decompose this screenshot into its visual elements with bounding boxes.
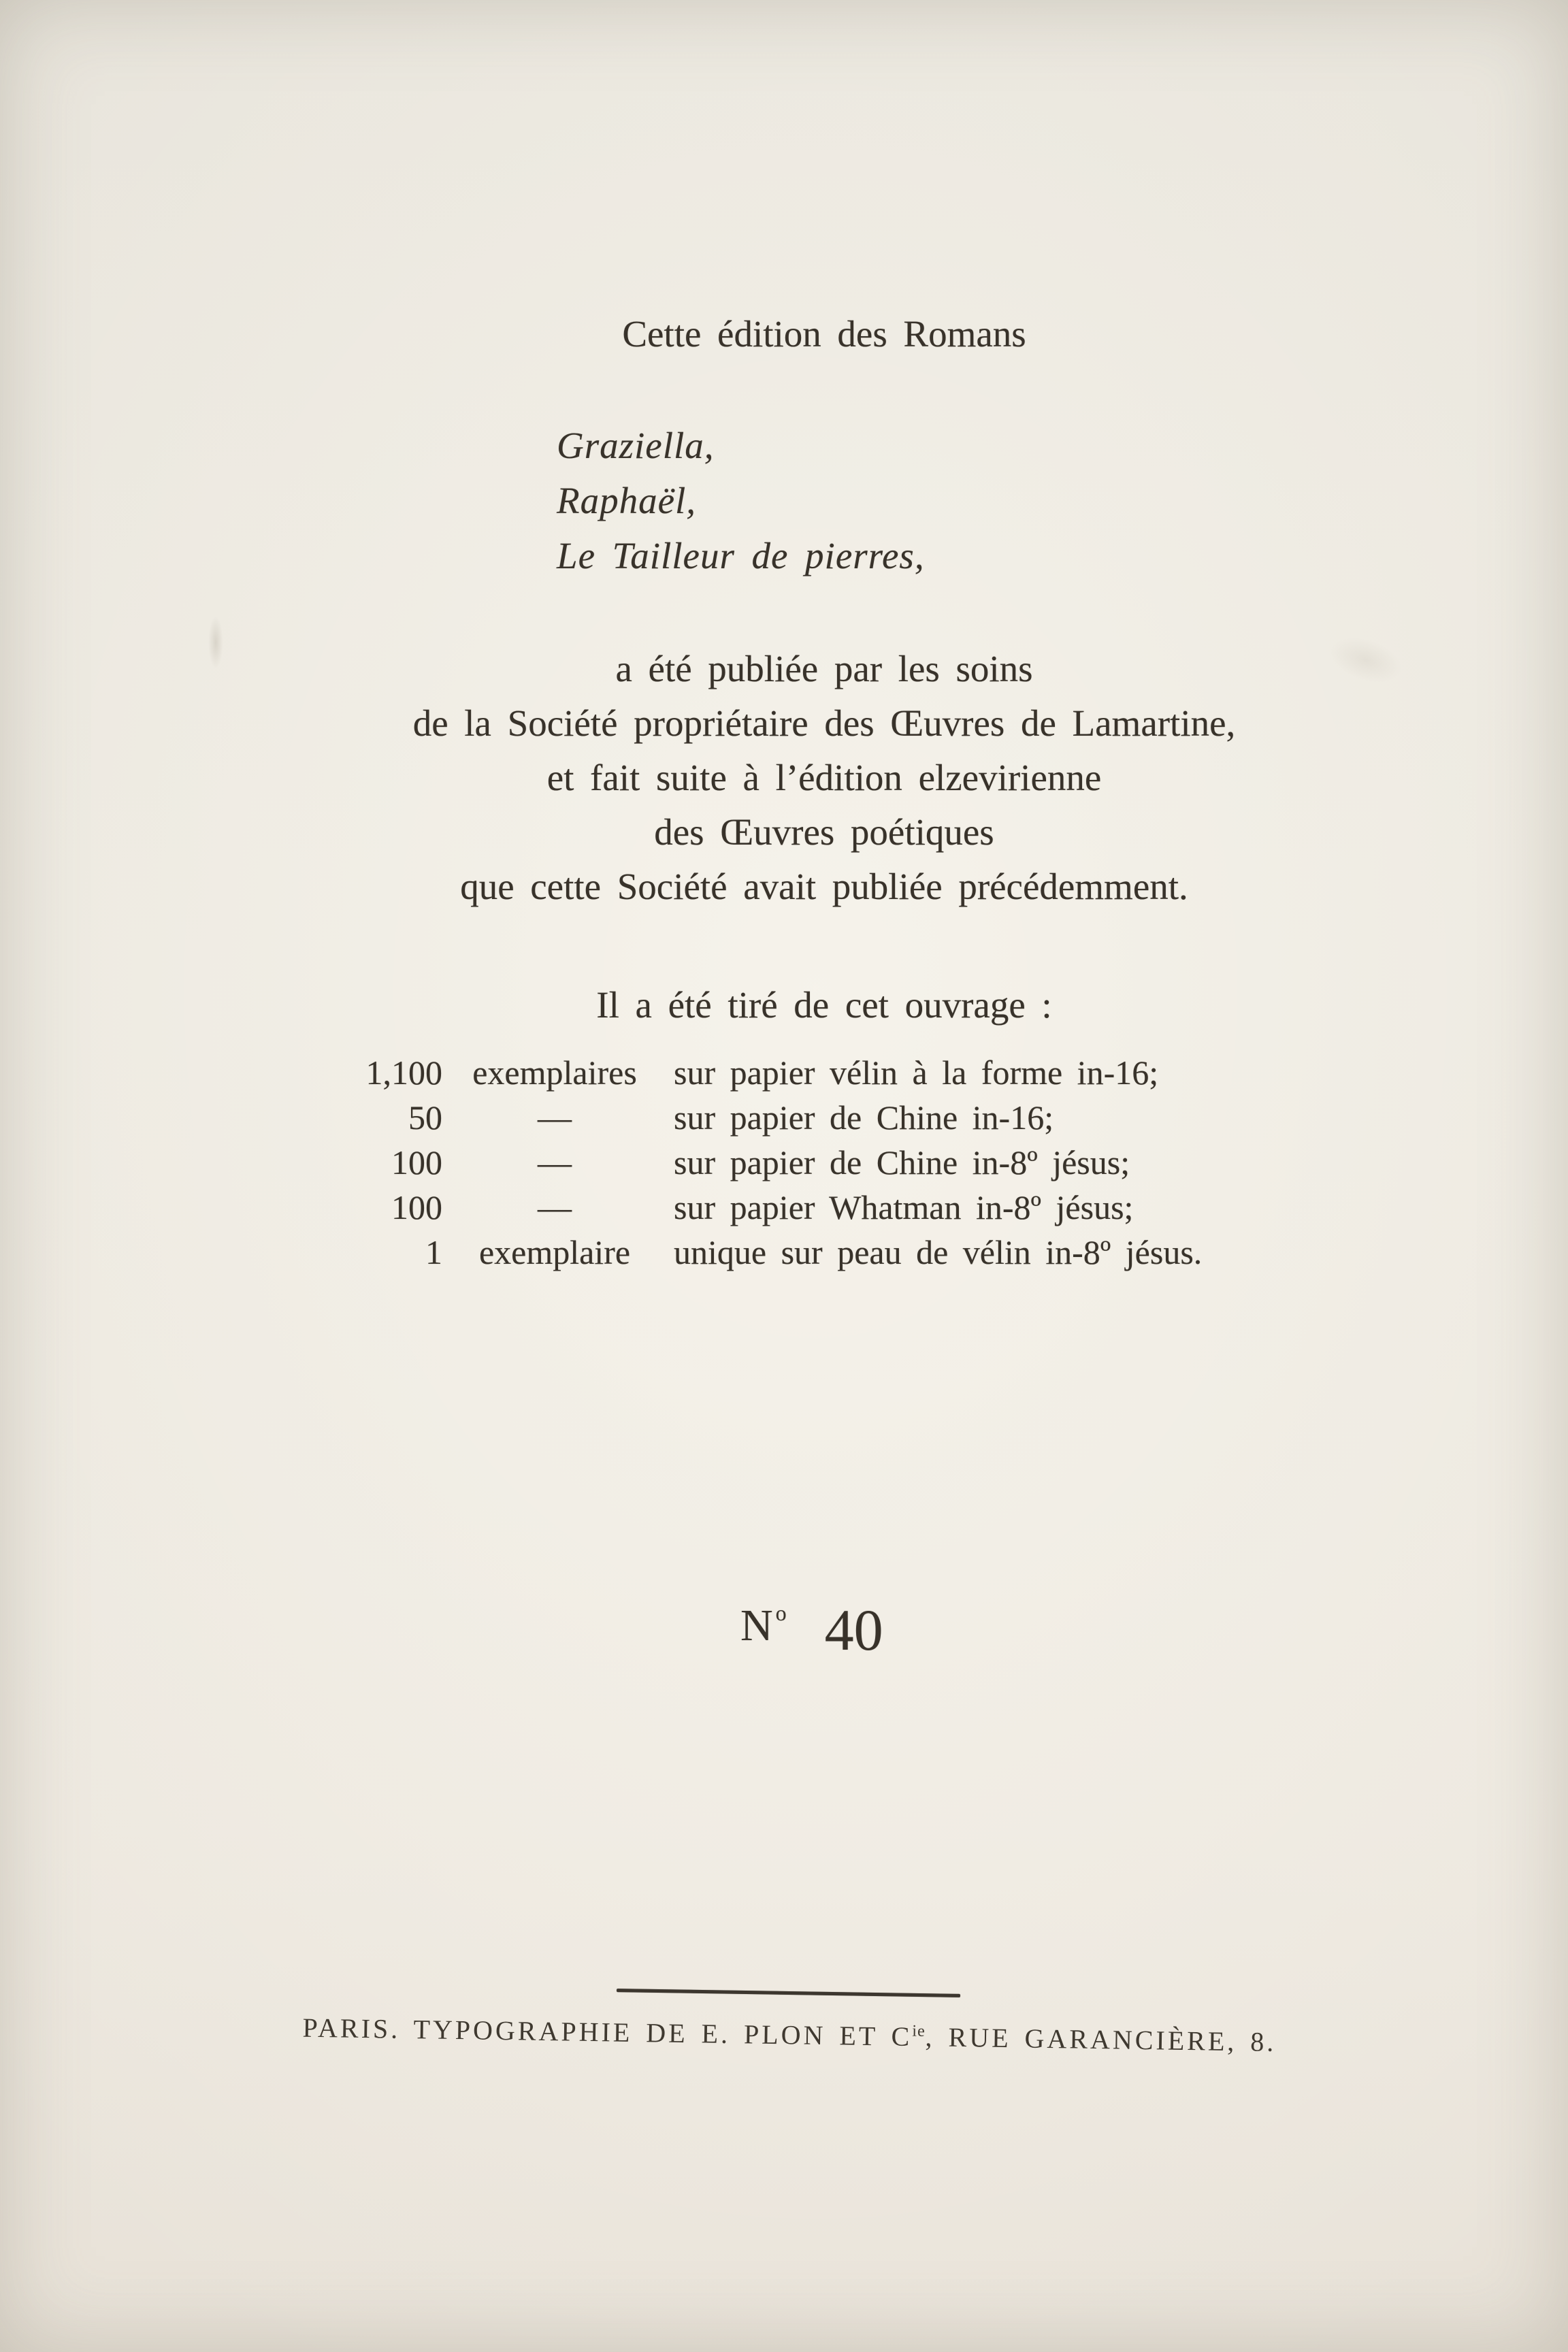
copy-number-value: 40 bbox=[824, 1597, 883, 1663]
ditto-dash: — bbox=[538, 1188, 572, 1226]
paragraph-line: de la Société propriétaire des Œuvres de Lamartine, bbox=[412, 702, 1236, 744]
copy-count: 100 bbox=[391, 1188, 442, 1226]
tirage-row bbox=[333, 1050, 1422, 1095]
copy-unit: exemplaire bbox=[478, 1233, 631, 1271]
tirage-intro: Il a été tiré de cet ouvrage : bbox=[596, 984, 1052, 1026]
imprint-text: PARIS. TYPOGRAPHIE DE E. PLON ET C bbox=[302, 2012, 913, 2053]
tirage-row bbox=[333, 1230, 1422, 1275]
edition-heading: Cette édition des Romans bbox=[622, 313, 1026, 355]
paper-description: sur papier de Chine in-16; bbox=[674, 1098, 1054, 1137]
publication-paragraph bbox=[0, 642, 1568, 914]
paper-description: sur papier Whatman in-8º jésus; bbox=[674, 1188, 1134, 1226]
copy-count: 1 bbox=[425, 1233, 442, 1271]
tirage-row bbox=[333, 1140, 1422, 1185]
footer-rule bbox=[617, 1989, 960, 1997]
ditto-dash: — bbox=[538, 1098, 572, 1137]
novel-title: Le Tailleur de pierres, bbox=[557, 535, 925, 576]
imprint-text: , RUE GARANCIÈRE, 8. bbox=[925, 2021, 1277, 2057]
copy-number bbox=[740, 1597, 883, 1663]
copy-unit: exemplaires bbox=[472, 1054, 637, 1092]
paragraph-line: et fait suite à l’édition elzevirienne bbox=[546, 757, 1102, 798]
copy-count: 100 bbox=[391, 1143, 442, 1181]
tirage-row bbox=[333, 1095, 1422, 1140]
paper-description: sur papier de Chine in-8º jésus; bbox=[674, 1143, 1130, 1181]
paragraph-line: que cette Société avait publiée précédemment. bbox=[460, 866, 1188, 907]
novel-title: Raphaël, bbox=[557, 480, 697, 521]
novel-title: Graziella, bbox=[557, 425, 715, 466]
copy-count: 1,100 bbox=[365, 1054, 442, 1092]
printer-imprint bbox=[5, 2002, 1568, 2063]
copy-number-label: N bbox=[740, 1601, 774, 1650]
copy-count: 50 bbox=[408, 1098, 442, 1137]
paper-description: sur papier vélin à la forme in-16; bbox=[674, 1054, 1159, 1092]
tirage-row bbox=[333, 1185, 1422, 1230]
copy-number-ordinal: o bbox=[775, 1601, 787, 1625]
paper-description: unique sur peau de vélin in-8º jésus. bbox=[674, 1233, 1203, 1271]
paragraph-line: des Œuvres poétiques bbox=[654, 811, 994, 853]
ditto-dash: — bbox=[538, 1143, 572, 1181]
paragraph-line: a été publiée par les soins bbox=[615, 648, 1033, 689]
novel-titles-block bbox=[557, 418, 925, 583]
limitation-list bbox=[333, 1050, 1422, 1275]
imprint-superscript: ie bbox=[912, 2022, 926, 2040]
